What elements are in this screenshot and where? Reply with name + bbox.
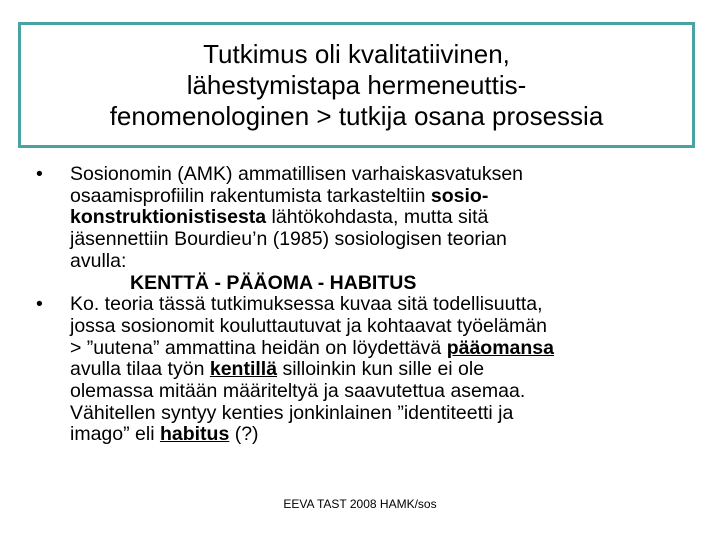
term-paaomansa: pääomansa	[446, 336, 555, 359]
bullet-1-text: osaamisprofiilin rakentumista tarkasteltiin	[70, 184, 431, 207]
bullet-1-line-1: Sosionomin (AMK) ammatillisen varhaiskasvatuksen	[70, 163, 524, 185]
bullet-2-text: > ”uutena” ammattina heidän on löydettävä	[70, 336, 447, 359]
bullet-1-line-3	[70, 207, 696, 229]
bullet-1-line-4: jäsennettiin Bourdieu’n (1985) sosiologisen teorian	[70, 228, 507, 251]
bullet-2-line-5: olemassa mitään määriteltyä ja saavutettua asemaa.	[70, 380, 526, 403]
bullet-2-line-6: Vähitellen syntyy kenties jonkinlainen ”identiteetti ja	[70, 401, 514, 424]
slide-footer: EEVA TAST 2008 HAMK/sos	[283, 497, 437, 511]
bullet-2-line-3	[70, 338, 696, 360]
title-line-1: Tutkimus oli kvalitatiivinen,	[203, 39, 510, 69]
bold-term-sosio: sosio-	[430, 184, 489, 207]
bullet-2-line-2: jossa sosionomit kouluttautuvat ja kohtaavat työelämän	[70, 314, 547, 337]
bullet-icon: •	[36, 293, 43, 316]
title-line-3: fenomenologinen > tutkija osana prosessia	[109, 101, 604, 131]
bullet-2-line-1: Ko. teoria tässä tutkimuksessa kuvaa sitä todellisuutta,	[70, 293, 543, 316]
bullet-2-text: avulla tilaa työn	[70, 358, 210, 381]
bullet-1-text: lähtökohdasta, mutta sitä	[266, 206, 489, 229]
bullet-2-text: (?)	[229, 423, 259, 446]
bullet-icon: •	[36, 163, 43, 185]
term-habitus: habitus	[159, 423, 230, 446]
bullet-item-2	[36, 294, 696, 446]
slide-body	[36, 164, 696, 446]
title-line-2: lähestymistapa hermeneuttis-	[186, 70, 527, 100]
bullet-2-line-4	[70, 359, 696, 381]
key-concepts: KENTTÄ - PÄÄOMA - HABITUS	[130, 271, 417, 294]
term-kentilla: kentillä	[209, 358, 278, 381]
bullet-1-line-2	[70, 186, 696, 208]
bullet-item-1	[36, 164, 696, 294]
bold-term-konstruktionistisesta: konstruktionistisesta	[70, 206, 267, 229]
bullet-2-text: imago” eli	[70, 423, 160, 446]
bullet-1-line-5: avulla:	[70, 249, 127, 272]
bullet-2-text: silloinkin kun sille ei ole	[277, 358, 485, 381]
bullet-2-line-7	[70, 424, 696, 446]
title-box	[18, 22, 695, 148]
